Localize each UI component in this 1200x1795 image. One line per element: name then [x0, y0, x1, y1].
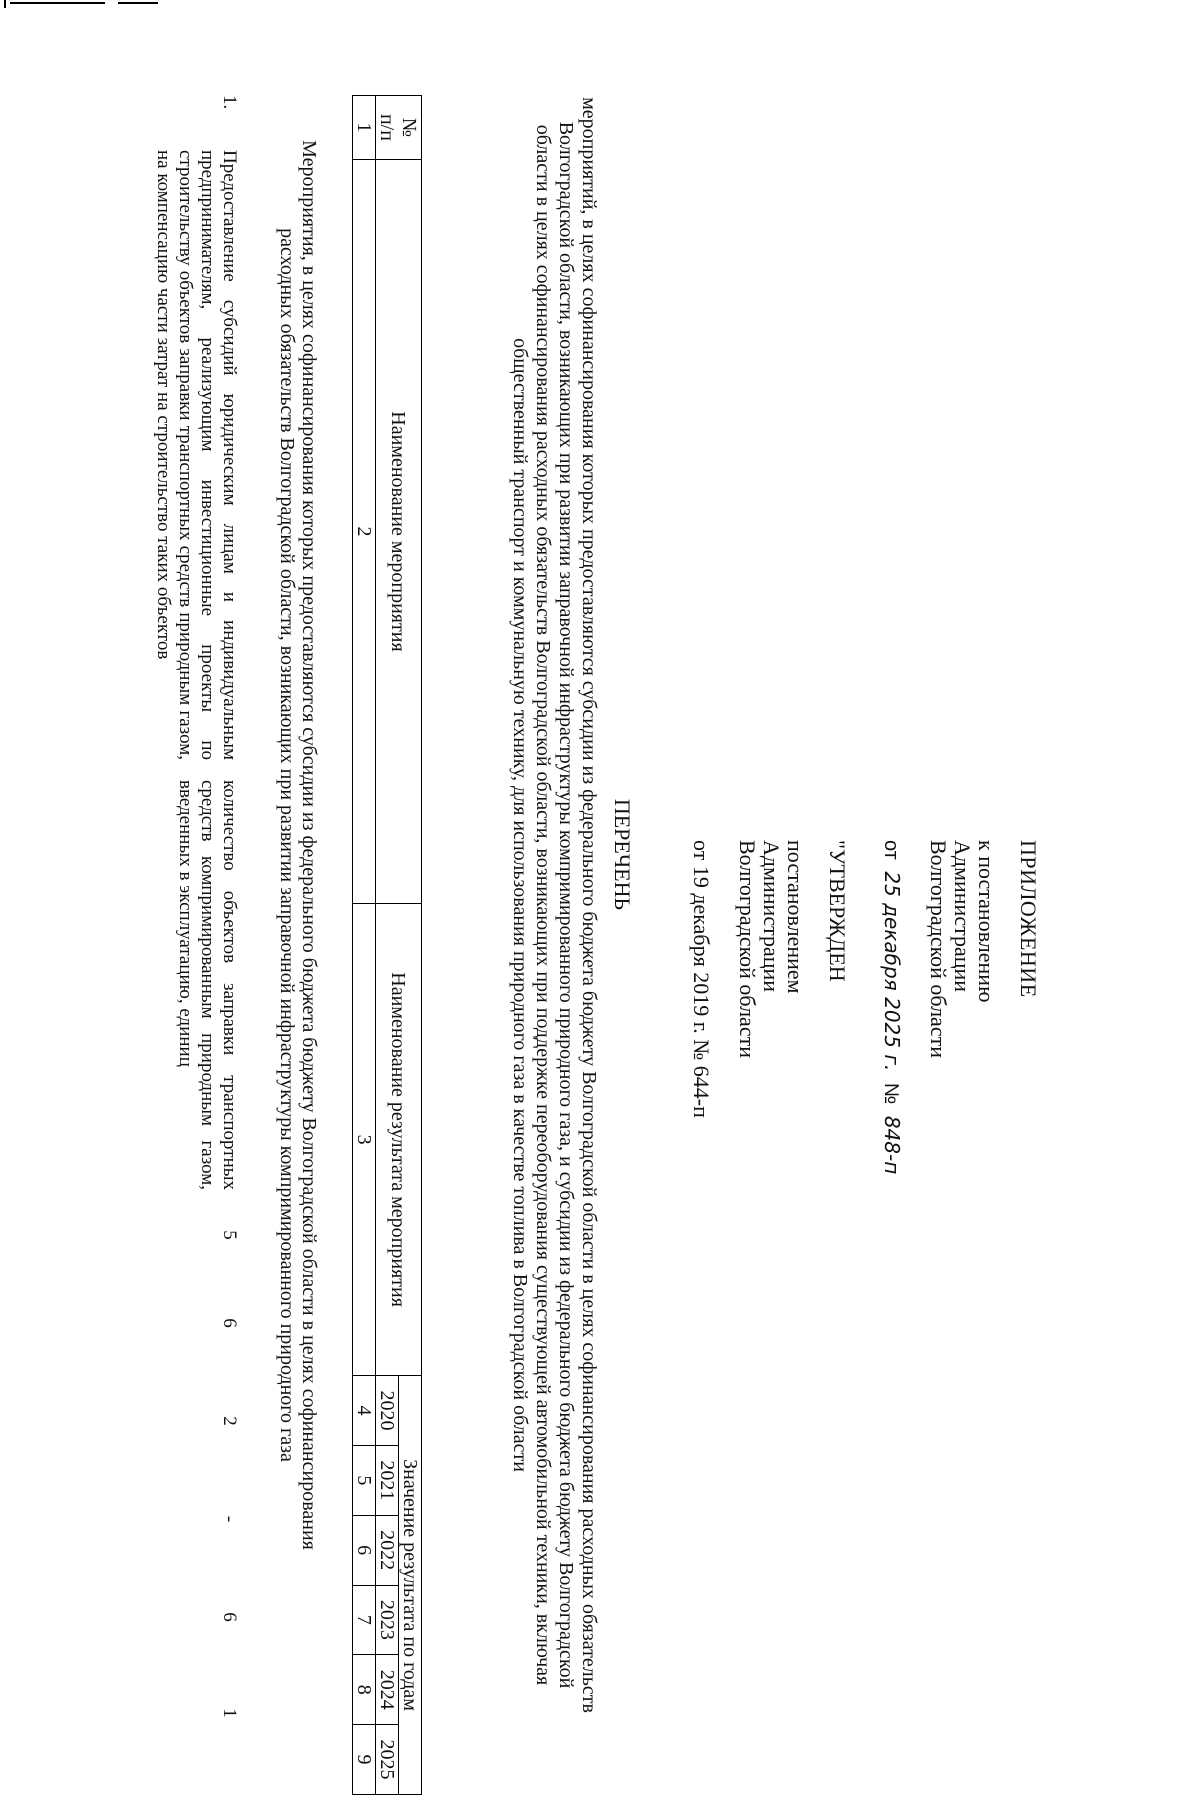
approved-line: Администрации [759, 840, 784, 993]
number-sign: № [880, 1082, 902, 1105]
row-value-2022: 2 [219, 1416, 240, 1426]
annex-date-line [879, 840, 904, 1400]
date-value: 25 декабря 2025 г. [880, 871, 904, 1072]
column-number: 7 [353, 1585, 376, 1655]
column-number: 6 [353, 1515, 376, 1585]
number-value: 848-п [880, 1115, 904, 1175]
annex-line: к постановлению [974, 840, 999, 1003]
row-value-2020: 5 [219, 1230, 240, 1240]
annex-block [689, 840, 1040, 1400]
header-number-sign: № [398, 117, 421, 137]
approved-line: постановлением [783, 840, 808, 994]
year-header: 2025 [376, 1725, 399, 1795]
annex-line: Волгоградской области [926, 840, 951, 1058]
column-number: 2 [353, 159, 376, 903]
column-number: 8 [353, 1655, 376, 1725]
column-number: 5 [353, 1445, 376, 1515]
year-header: 2021 [376, 1445, 399, 1515]
header-number-abbrev: п/п [376, 113, 399, 141]
column-number: 4 [353, 1376, 376, 1446]
row-measure-name: Предоставление субсидий юридическим лицам и индивидуальным предпринимателям, реализующим инвестиционные проекты по строительству объектов заправки транспортных средств природным газом, на компенсацию части затрат на строительство таких объектов [153, 150, 240, 760]
column-header-name: Наименование мероприятия [376, 159, 422, 903]
row-value-2023: - [219, 1515, 240, 1523]
row-number: 1. [219, 95, 240, 110]
year-header: 2023 [376, 1585, 399, 1655]
approved-line: Волгоградской области [735, 840, 760, 1058]
row-value-2024: 6 [219, 1612, 240, 1622]
document-title: ПЕРЕЧЕНЬ [610, 798, 635, 911]
column-header-result: Наименование результата мероприятия [376, 904, 422, 1376]
column-number: 3 [353, 904, 376, 1376]
column-number: 1 [353, 96, 376, 160]
column-number: 9 [353, 1725, 376, 1795]
column-number-row [353, 96, 376, 1795]
date-prefix: от [880, 840, 902, 860]
annex-line: Администрации [950, 840, 975, 993]
measures-table [352, 95, 422, 1795]
row-value-2025: 1 [219, 1708, 240, 1718]
table-header-row [399, 96, 422, 1795]
approved-title: "УТВЕРЖДЕН [825, 840, 850, 982]
document-description: мероприятий, в целях софинансирования которых предоставляются субсидии из федерального бюджета бюджету Волгоградской области в целях софинансирования расходных обязательств Волгоградской области, возникающих при развитии заправочной инфраструктуры компримированного природного газа, и субсидии из федерального бюджета бюджету Волгоградской области в целях софинансирования расходных обязательств Волгоградской области, возникающих при поддержке переоборудования существующей автомобильной техники, включая общественный транспорт и коммунальную технику, для использования природного газа в качестве топлива в Волгоградской области [509, 97, 600, 1713]
section-heading: Мероприятия, в целях софинансирования которых предоставляются субсидии из федерального бюджета бюджету Волгоградской области в целях софинансирования расходных обязательств Волгоградской области, возникающих при развитии заправочной инфраструктуры компримированного природного газа [276, 140, 320, 1550]
annex-title: ПРИЛОЖЕНИЕ [1016, 840, 1041, 998]
year-header: 2020 [376, 1376, 399, 1446]
column-header-values: Значение результата по годам [399, 1376, 422, 1795]
approved-reference: от 19 декабря 2019 г. № 644-п [689, 840, 714, 1118]
column-header-number [376, 96, 422, 160]
row-value-2021: 6 [219, 1318, 240, 1328]
row-result-name: количество объектов заправки транспортных средств компримированным природным газом, введенных в эксплуатацию, единиц [175, 780, 240, 1190]
year-header: 2024 [376, 1655, 399, 1725]
year-header: 2022 [376, 1515, 399, 1585]
